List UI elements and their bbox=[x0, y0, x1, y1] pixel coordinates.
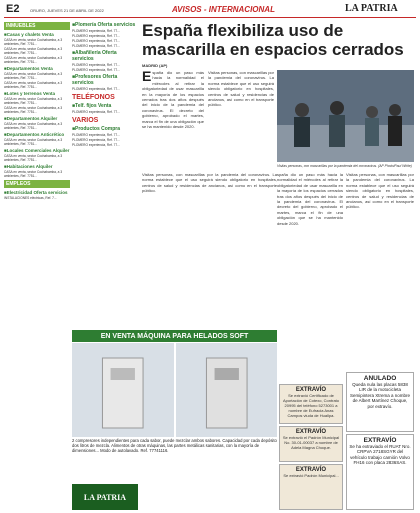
lost-notice bbox=[279, 384, 343, 424]
notice-title: EXTRAVÍO bbox=[295, 467, 327, 473]
section-heading: VARIOS bbox=[72, 117, 99, 124]
header-rule bbox=[4, 17, 416, 18]
drop-cap: E bbox=[142, 70, 152, 84]
machine-photo bbox=[72, 343, 174, 437]
article-headline: España flexibiliza uso de mascarilla en espacios cerrados bbox=[142, 21, 404, 59]
photo-caption: Visitas personas, con mascarillas por la pandemia del coronavirus. (AP Photo/Paul White) bbox=[277, 164, 412, 168]
vending-ad-photos bbox=[72, 343, 277, 437]
classified-ad: PLOMERO experiencia, Ref. 77... bbox=[72, 34, 120, 38]
section-heading: TELÉFONOS bbox=[72, 94, 115, 101]
classified-ad: CASA en venta, sector Cochabamba, a 3 ambientes, Ref. 7751... bbox=[4, 138, 63, 146]
article-text: spaña dio un paso más hacia la normalidad el miércoles al retirar la obligatoriedad de usar mascarilla en la mayoría de los espacios cerrados tras dos años después del inicio de la pandemia del coronavirus. El decreto del gobierno, aprobado el martes, marca el fin de una obligación que se ha mantenido desde 2020. bbox=[277, 172, 343, 226]
classified-ad: PLOMERO experiencia, Ref. 77... bbox=[72, 44, 120, 48]
classified-ad: PLOMERO experiencia, Ref. 77... bbox=[72, 29, 120, 33]
subcategory: ■ Habitaciones Alquiler bbox=[4, 164, 70, 169]
article-text: Visitas personas, con mascarillas por la pandemia del coronavirus. La norma establece que el uso seguirá siendo obligatorio en hospitales, centros de salud y residencias de ancianos, así como en el transporte público. bbox=[208, 70, 274, 108]
article-column bbox=[277, 172, 343, 382]
subcategory: ■ Electricidad Oferta servicios bbox=[4, 190, 70, 195]
classified-ad: CASA en venta, sector Cochabamba, a 3 ambientes, Ref. 7751... bbox=[4, 106, 63, 114]
article-text: Visitas personas, con mascarillas por la pandemia del coronavirus. La norma establece que el uso seguirá siendo obligatorio en hospitales, centros de salud y residencias de ancianos, así como en el transporte público. bbox=[142, 172, 277, 194]
vending-ad-heading: EN VENTA MÁQUINA PARA HELADOS SOFT bbox=[72, 330, 277, 342]
notice-title: ANULADO bbox=[363, 375, 397, 382]
lost-notice bbox=[279, 464, 343, 510]
classified-ad: CASA en venta, sector Cochabamba, a 3 ambientes, Ref. 7751... bbox=[4, 38, 63, 46]
subcategory: ■ Departamentos Venta bbox=[4, 66, 70, 71]
header-date: ORURO, JUEVES 21 DE ABRIL DE 2022 bbox=[30, 8, 104, 13]
newspaper-logo: LA PATRIA bbox=[345, 3, 398, 14]
classified-ad: PLOMERO experiencia, Ref. 77... bbox=[72, 133, 120, 137]
category-header: INMUEBLES bbox=[4, 22, 70, 30]
classified-ad: PLOMERO experiencia, Ref. 77... bbox=[72, 63, 120, 67]
notice-text: Se extravió el Padrón Municipal No. 30-01-00037 a nombre de Adela Magna Choque. bbox=[282, 435, 340, 450]
subcategory: ■ Productos Compra bbox=[72, 126, 138, 132]
lost-notice bbox=[279, 426, 343, 462]
notice-title: EXTRAVÍO bbox=[295, 387, 327, 393]
subcategory: ■ Plomería Oferta servicios bbox=[72, 22, 138, 28]
classified-ad: PLOMERO experiencia, Ref. 77... bbox=[72, 138, 120, 142]
classified-ad: PLOMERO experiencia, Ref. 77... bbox=[72, 143, 120, 147]
article-column bbox=[142, 172, 277, 240]
subcategory: ■ Profesores Oferta servicios bbox=[72, 74, 138, 86]
classified-ad: CASA en venta, sector Cochabamba, a 3 ambientes, Ref. 7751... bbox=[4, 81, 63, 89]
classified-ad: CASA en venta, sector Cochabamba, a 3 ambientes, Ref. 7751... bbox=[4, 122, 63, 130]
newspaper-promo: LA PATRIA bbox=[72, 484, 138, 510]
notice-text: Se ha extraviado el RUAT Nro. CRPVA 2718SGYR del vehículo trabajo camión Volvo FH16 con placa 2836SAS. bbox=[349, 444, 411, 466]
section-title: AVISOS - INTERNACIONAL bbox=[172, 5, 275, 14]
notice-text: Se extravió Padrón Municipal... bbox=[283, 473, 339, 478]
article-text: spaña dio un paso más hacia la normalidad el miércoles al retirar la obligatoriedad de usar mascarilla en la mayoría de los espacios cerrados tras dos años después del inicio de la pandemia del coronavirus. El decreto del gobierno, aprobado el martes, marca el fin de una obligación que se ha mantenido desde 2020. bbox=[142, 70, 204, 130]
classifieds-mid-column bbox=[72, 20, 138, 325]
classified-ad: CASA en venta, sector Cochabamba, a 3 ambientes, Ref. 7751... bbox=[4, 97, 63, 105]
article-column bbox=[346, 172, 414, 370]
machine-photo bbox=[176, 343, 278, 437]
subcategory: ■ Departamentos Alquiler bbox=[4, 116, 70, 121]
notice-title: EXTRAVÍO bbox=[363, 437, 397, 444]
classified-ad: CASA en venta, sector Cochabamba, a 3 ambientes, Ref. 7751... bbox=[4, 47, 63, 55]
subcategory: ■ Locales Comerciales Alquiler bbox=[4, 148, 70, 153]
classified-ad: CASA en venta, sector Cochabamba, a 3 ambientes, Ref. 7751... bbox=[4, 154, 63, 162]
classified-ad: INSTALACIONES eléctricas, Ref. 7... bbox=[4, 196, 57, 200]
subcategory: ■ Casas y chalets Venta bbox=[4, 32, 70, 37]
article-text: Visitas personas, con mascarillas por la pandemia del coronavirus. La norma establece que el uso seguirá siendo obligatorio en hospitales, centros de salud y residencias de ancianos, así como en el transporte público. bbox=[346, 172, 414, 210]
classified-ad: CASA en venta, sector Cochabamba, a 3 ambientes, Ref. 7751... bbox=[4, 170, 63, 178]
article-photo bbox=[277, 70, 414, 162]
notice-text: Queda nula las placas 5838 LIR de la motocicleta Semipintera Xtrema a nombre de Albert Martínez Choque, por extravío. bbox=[349, 382, 411, 409]
subcategory: ■ Albañilería Oferta servicios bbox=[72, 50, 138, 62]
classified-ad: PLOMERO experiencia, Ref. 77... bbox=[72, 110, 120, 114]
classified-ad: PLOMERO experiencia, Ref. 77... bbox=[72, 68, 120, 72]
notice-text: Se extravió Certificado de Aportación de Cotexo, Contrato 20995 del teléfono 5273001 a nombre de Eufracia Anas Campos viuda de Huallpa. bbox=[282, 393, 340, 418]
classified-ad: PLOMERO experiencia, Ref. 77... bbox=[72, 39, 120, 43]
annulment-notice bbox=[346, 372, 414, 432]
classified-ad: PLOMERO experiencia, Ref. 77... bbox=[72, 87, 120, 91]
subcategory: ■ Lotes y terrenos Venta bbox=[4, 91, 70, 96]
category-header: EMPLEOS bbox=[4, 180, 70, 188]
page-number: E2 bbox=[6, 3, 20, 15]
subcategory: ■ Departamentos Anticrético bbox=[4, 132, 70, 137]
classified-ad: CASA en venta, sector Cochabamba, a 3 ambientes, Ref. 7751... bbox=[4, 56, 63, 64]
subcategory: ■ Telf. fijos Venta bbox=[72, 103, 138, 109]
classified-ad: CASA en venta, sector Cochabamba, a 3 ambientes, Ref. 7751... bbox=[4, 72, 63, 80]
notice-title: EXTRAVÍO bbox=[295, 429, 327, 435]
lost-notice bbox=[346, 434, 414, 510]
classifieds-left-column bbox=[4, 20, 70, 510]
article-dateline: MADRID (AP) bbox=[142, 63, 168, 68]
vending-ad-text: 2 compresores independientes para cada sabor, puede mezclar ambos sabores. Capacidad por cada depósito dos litros de mezcla. Alimentos de otras máquinas, las partes metálicas sanitarias, con la mayoría de dimensiones... Modo de autolavado. Ref. 77741116. bbox=[72, 438, 277, 454]
